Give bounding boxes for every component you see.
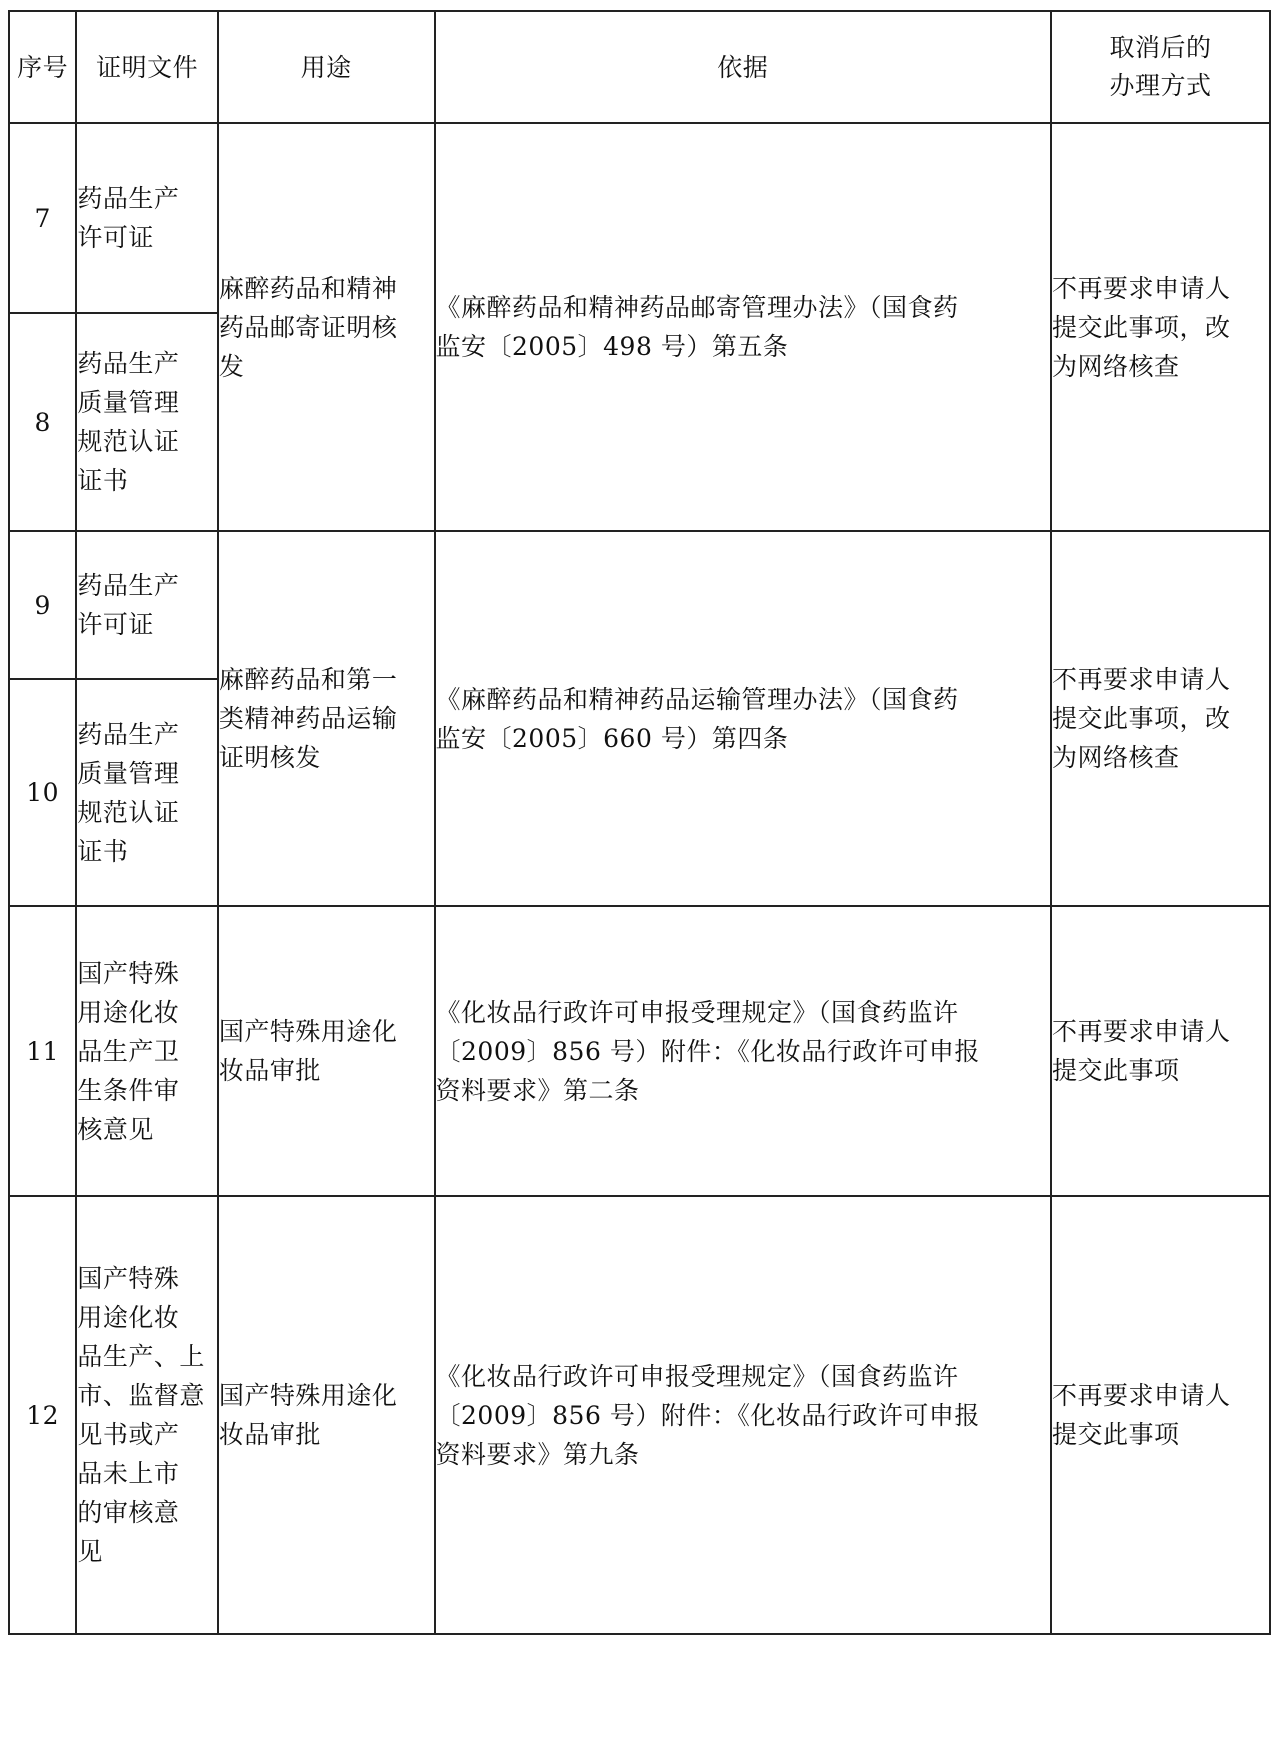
row-method: 不再要求申请人 提交此事项 [1051, 906, 1270, 1196]
group-purpose: 麻醉药品和第一 类精神药品运输 证明核发 [218, 531, 435, 906]
row-seq: 7 [9, 123, 76, 313]
group-purpose: 麻醉药品和精神 药品邮寄证明核 发 [218, 123, 435, 531]
row-basis: 《化妆品行政许可申报受理规定》（国食药监许 〔2009〕856 号）附件：《化妆品行政许可申报 资料要求》第二条 [435, 906, 1051, 1196]
table-row [9, 1196, 1270, 1634]
row-method: 不再要求申请人 提交此事项 [1051, 1196, 1270, 1634]
row-doc: 国产特殊 用途化妆 品生产、上 市、监督意 见书或产 品未上市 的审核意 见 [76, 1196, 217, 1634]
row-seq: 10 [9, 679, 76, 906]
row-seq: 9 [9, 531, 76, 679]
header-doc: 证明文件 [76, 11, 217, 123]
row-doc: 药品生产 许可证 [76, 531, 217, 679]
row-purpose: 国产特殊用途化 妆品审批 [218, 1196, 435, 1634]
row-seq: 12 [9, 1196, 76, 1634]
table-row [9, 123, 1270, 313]
header-basis: 依据 [435, 11, 1051, 123]
row-seq: 11 [9, 906, 76, 1196]
row-doc: 国产特殊 用途化妆 品生产卫 生条件审 核意见 [76, 906, 217, 1196]
header-purpose: 用途 [218, 11, 435, 123]
row-doc: 药品生产 许可证 [76, 123, 217, 313]
table-row [9, 531, 1270, 679]
group-method: 不再要求申请人 提交此事项，改 为网络核查 [1051, 123, 1270, 531]
table-row [9, 906, 1270, 1196]
header-method-text: 取消后的 办理方式 [1109, 33, 1212, 100]
row-basis: 《化妆品行政许可申报受理规定》（国食药监许 〔2009〕856 号）附件：《化妆品行政许可申报 资料要求》第九条 [435, 1196, 1051, 1634]
row-purpose: 国产特殊用途化 妆品审批 [218, 906, 435, 1196]
group-basis: 《麻醉药品和精神药品运输管理办法》（国食药 监安〔2005〕660 号）第四条 [435, 531, 1051, 906]
header-seq: 序号 [9, 11, 76, 123]
header-method [1051, 11, 1270, 123]
row-seq: 8 [9, 313, 76, 531]
row-doc: 药品生产 质量管理 规范认证 证书 [76, 679, 217, 906]
row-doc: 药品生产 质量管理 规范认证 证书 [76, 313, 217, 531]
certificate-table [8, 10, 1271, 1635]
group-basis: 《麻醉药品和精神药品邮寄管理办法》（国食药 监安〔2005〕498 号）第五条 [435, 123, 1051, 531]
table-header-row [9, 11, 1270, 123]
group-method: 不再要求申请人 提交此事项，改 为网络核查 [1051, 531, 1270, 906]
